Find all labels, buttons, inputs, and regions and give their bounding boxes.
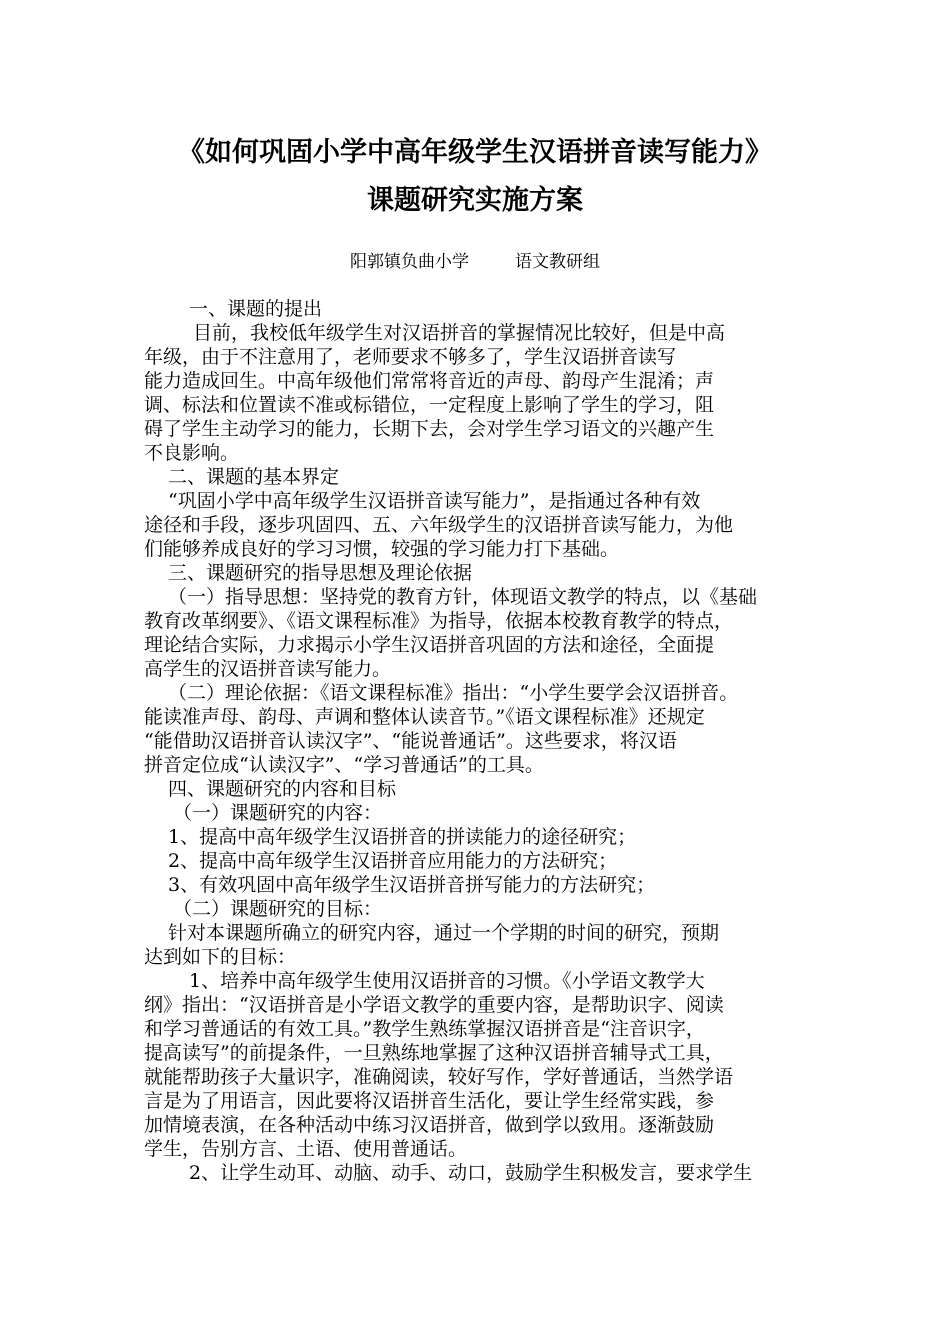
body-line: 拼音定位成“认读汉字”、“学习普通话”的工具。 [144, 754, 544, 776]
body-line: 年级，由于不注意用了，老师要求不够多了，学生汉语拼音读写 [144, 346, 677, 368]
body-line: 三、课题研究的指导思想及理论依据 [168, 562, 473, 584]
body-line: 2、提高中高年级学生汉语拼音应用能力的方法研究； [168, 850, 618, 872]
body-line: 们能够养成良好的学习习惯，较强的学习能力打下基础。 [144, 538, 620, 560]
body-line: 一、课题的提出 [189, 298, 323, 320]
body-line: 二、课题的基本界定 [168, 466, 340, 488]
body-line: 言是为了用语言，因此要将汉语拼音生活化，要让学生经常实践，参 [144, 1090, 715, 1112]
body-line: 能读准声母、韵母、声调和整体认读音节。”《语文课程标准》还规定 [144, 706, 705, 728]
body-line: 纲》指出：“汉语拼音是小学语文教学的重要内容，是帮助识字、阅读 [144, 994, 724, 1016]
body-line: 目前，我校低年级学生对汉语拼音的掌握情况比较好，但是中高 [193, 322, 726, 344]
body-line: 能力造成回生。中高年级他们常常将音近的声母、韵母产生混淆；声 [144, 370, 715, 392]
body-line: （二）课题研究的目标： [173, 898, 383, 920]
body-line: 1、提高中高年级学生汉语拼音的拼读能力的途径研究； [168, 826, 637, 848]
body-line: 高学生的汉语拼音读写能力。 [144, 658, 392, 680]
document-subtitle: 课题研究实施方案 [367, 185, 583, 216]
body-line: “能借助汉语拼音认读汉字”、“能说普通话”。这些要求，将汉语 [144, 730, 677, 752]
body-line: 2、让学生动耳、动脑、动手、动口，鼓励学生积极发言，要求学生 [189, 1162, 753, 1184]
document-body [144, 297, 812, 1185]
body-line: 理论结合实际，力求揭示小学生汉语拼音巩固的方法和途径，全面提 [144, 634, 715, 656]
author-school: 阳郭镇负曲小学 [350, 252, 469, 272]
body-line: （一）课题研究的内容： [173, 802, 383, 824]
body-line: 碍了学生主动学习的能力，长期下去，会对学生学习语文的兴趣产生 [144, 418, 715, 440]
author-group: 语文教研组 [515, 252, 600, 272]
body-line: 就能帮助孩子大量识字，准确阅读，较好写作，学好普通话，当然学语 [144, 1066, 734, 1088]
body-line: 3、有效巩固中高年级学生汉语拼音拼写能力的方法研究； [168, 874, 656, 896]
body-line: （一）指导思想：坚持党的教育方针，体现语文教学的特点，以《基础 [168, 586, 758, 608]
body-line: 四、课题研究的内容和目标 [168, 778, 397, 800]
body-line: 教育改革纲要》、《语文课程标准》为指导，依据本校教育教学的特点， [144, 610, 734, 632]
body-line: 加情境表演，在各种活动中练习汉语拼音，做到学以致用。逐渐鼓励 [144, 1114, 715, 1136]
body-line: 途径和手段，逐步巩固四、五、六年级学生的汉语拼音读写能力，为他 [144, 514, 734, 536]
author-line [0, 250, 950, 274]
body-line: （二）理论依据：《语文课程标准》指出：“小学生要学会汉语拼音。 [168, 682, 739, 704]
body-line: 学生，告别方言、土语、使用普通话。 [144, 1138, 468, 1160]
body-line: “巩固小学中高年级学生汉语拼音读写能力”，是指通过各种有效 [168, 490, 701, 512]
body-line: 提高读写”的前提条件，一旦熟练地掌握了这种汉语拼音辅导式工具， [144, 1042, 724, 1064]
body-line: 和学习普通话的有效工具。”教学生熟练掌握汉语拼音是“注音识字， [144, 1018, 705, 1040]
body-line: 达到如下的目标： [144, 946, 297, 968]
body-line: 不良影响。 [144, 442, 240, 464]
document-title: 《如何巩固小学中高年级学生汉语拼音读写能力》 [178, 137, 772, 168]
body-line: 调、标法和位置读不准或标错位，一定程度上影响了学生的学习，阻 [144, 394, 715, 416]
body-line: 针对本课题所确立的研究内容，通过一个学期的时间的研究，预期 [168, 922, 720, 944]
body-line: 1、培养中高年级学生使用汉语拼音的习惯。《小学语文教学大 [189, 970, 705, 992]
